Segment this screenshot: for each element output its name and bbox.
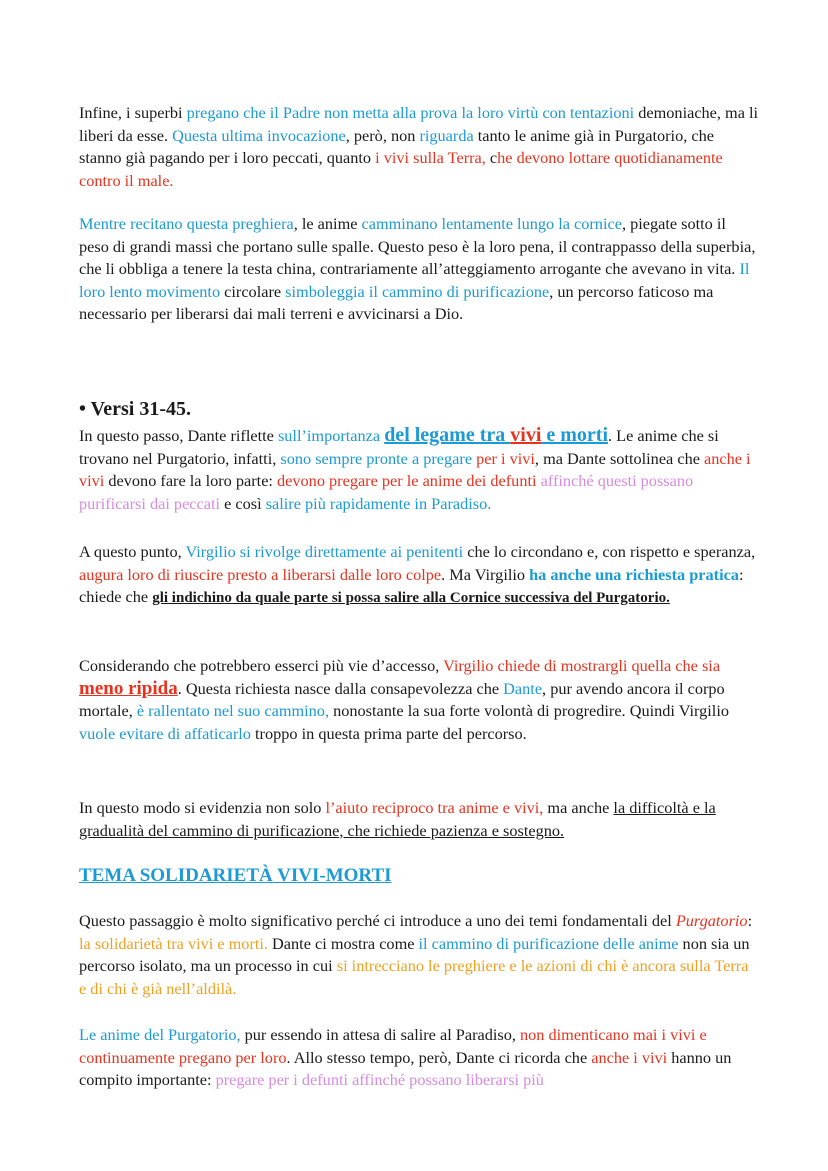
text-span: , un percorso faticoso ma necessario per liberarsi dai mali terreni e avvicinarsi a Dio. <box>79 281 714 324</box>
emphasis-red: meno ripida <box>79 677 178 699</box>
highlight-blue: è rallentato nel suo cammino, <box>136 701 330 721</box>
text-span: demoniache, ma li liberi da esse. <box>79 103 759 145</box>
paragraph-meno-ripida <box>79 655 759 745</box>
text-span: troppo in questa prima parte del percorso. <box>250 723 527 743</box>
highlight-blue: Dante <box>503 678 543 698</box>
highlight-red: he devono lottare quotidianamente contro il male. <box>79 148 723 190</box>
highlight-red: anche i vivi <box>591 1047 668 1067</box>
highlight-blue: pregano che il Padre non metta alla prova la loro virtù con tentazioni <box>186 103 635 122</box>
text-span: circolare <box>220 281 286 301</box>
highlight-red: augura loro di riuscire presto a liberarsi dalle loro colpe <box>79 564 442 584</box>
text-span: hanno un compito importante: <box>79 1047 732 1090</box>
highlight-blue: salire più rapidamente in Paradiso. <box>265 493 492 513</box>
highlight-blue: sull’importanza <box>277 426 385 445</box>
highlight-blue: riguarda <box>419 125 474 145</box>
text-span: , però, non <box>345 125 420 145</box>
paragraph-virgilio-penitenti <box>79 541 759 610</box>
highlight-blue: Virgilio si rivolge direttamente ai penitenti <box>185 542 464 561</box>
highlight-red: i vivi sulla Terra, <box>375 148 486 168</box>
text-span: tanto le anime già in Purgatorio, che stanno già pagando per i loro peccati, quanto <box>79 125 714 168</box>
text-span: . Allo stesso tempo, però, Dante ci ricorda che <box>286 1047 592 1067</box>
paragraph-aiuto-reciproco <box>79 797 759 842</box>
highlight-blue: Questa ultima invocazione <box>172 125 346 145</box>
text-span: Dante ci mostra come <box>267 933 419 953</box>
text-span: non sia un percorso isolato, ma un processo in cui <box>79 933 750 976</box>
paragraph-superbi-prayer <box>79 102 759 192</box>
text-span: nonostante la sua forte volontà di progredire. Quindi Virgilio <box>329 701 729 721</box>
text-span: che lo circondano e, con rispetto e speranza, <box>463 542 756 561</box>
highlight-blue: Il loro lento movimento <box>79 259 750 301</box>
underlined-text: la difficoltà e la gradualità del cammino di purificazione, che richiede pazienza e sostegno. <box>79 798 716 840</box>
text-span: c <box>485 148 498 168</box>
text-span: , ma Dante sottolinea che <box>534 448 705 468</box>
text-span: e così <box>220 493 266 513</box>
text-span: Questo passaggio è molto significativo perché ci introduce a uno dei temi fondamentali del <box>79 911 676 930</box>
highlight-violet: pregare per i defunti affinché possano liberarsi più <box>215 1070 544 1090</box>
highlight-red: devono pregare per le anime dei defunti <box>277 471 537 491</box>
text-span: devono fare la loro parte: <box>104 471 278 491</box>
text-span: In questo modo si evidenzia non solo <box>79 798 326 817</box>
emphasis-underlined: gli indichino da quale parte si possa salire alla Cornice successiva del Purgatorio. <box>152 590 670 607</box>
highlight-red: Virgilio chiede di mostrargli quella che sia <box>443 656 721 675</box>
text-span: In questo passo, Dante riflette <box>79 426 278 445</box>
highlight-red: anche i vivi <box>79 448 751 491</box>
highlight-violet: affinché questi possano purificarsi dai peccati <box>79 471 694 513</box>
highlight-blue: Le anime del Purgatorio, <box>79 1025 241 1044</box>
highlight-blue: simboleggia il cammino di purificazione <box>285 281 550 301</box>
text-span: Considerando che potrebbero esserci più vie d’accesso, <box>79 656 444 675</box>
text-span: A questo punto, <box>79 542 186 561</box>
section-heading-tema: TEMA SOLIDARIETÀ VIVI-MORTI <box>79 865 392 886</box>
text-span: : <box>747 911 753 930</box>
paragraph-souls-walking <box>79 213 759 326</box>
highlight-red: non dimenticano mai i vivi e continuamente pregano per loro <box>79 1025 707 1067</box>
text-span: Infine, i superbi <box>79 103 187 122</box>
text-span: , le anime <box>293 214 362 233</box>
highlight-blue: vuole evitare di affaticarlo <box>79 723 251 743</box>
highlight-blue: camminano lentamente lungo la cornice <box>361 214 622 233</box>
emphasis-blue: e morti <box>541 424 609 446</box>
text-span: . Questa richiesta nasce dalla consapevolezza che <box>177 678 504 698</box>
text-span: . Ma Virgilio <box>441 564 530 584</box>
paragraph-anime-purgatorio <box>79 1024 759 1092</box>
paragraph-legame-vivi-morti <box>79 424 759 515</box>
emphasis-red: vivi <box>510 424 542 446</box>
paragraph-solidarieta <box>79 910 759 1000</box>
section-heading-versi: • Versi 31-45. <box>79 398 192 420</box>
emphasis-blue: del legame tra <box>384 424 511 446</box>
text-span: : chiede che <box>79 564 744 607</box>
highlight-red: l’aiuto reciproco tra anime e vivi, <box>325 798 544 817</box>
highlight-blue: Mentre recitano questa preghiera <box>79 214 294 233</box>
text-span: , pur avendo ancora il corpo mortale, <box>79 678 725 721</box>
highlight-red: per i vivi <box>472 448 535 468</box>
text-span: , piegate sotto il peso di grandi massi che portano sulle spalle. Questo peso è la loro pena, il contrappasso della superbia, che li obbliga a tenere la testa china, contrariamente all’atteggiamento arrogante che avevano in vita. <box>79 214 756 279</box>
highlight-orange: la solidarietà tra vivi e morti. <box>79 933 268 953</box>
text-span: ma anche <box>543 798 614 817</box>
text-span: pur essendo in attesa di salire al Paradiso, <box>240 1025 520 1044</box>
highlight-orange: si intrecciano le preghiere e le azioni di chi è ancora sulla Terra e di chi è già nell’aldilà. <box>79 956 749 998</box>
text-span: . Le anime che si trovano nel Purgatorio, infatti, <box>79 426 719 468</box>
italic-title: Purgatorio <box>675 911 748 930</box>
emphasis-blue: ha anche una richiesta pratica <box>529 564 739 584</box>
highlight-blue: sono sempre pronte a pregare <box>280 448 473 468</box>
highlight-blue: il cammino di purificazione delle anime <box>418 933 679 953</box>
